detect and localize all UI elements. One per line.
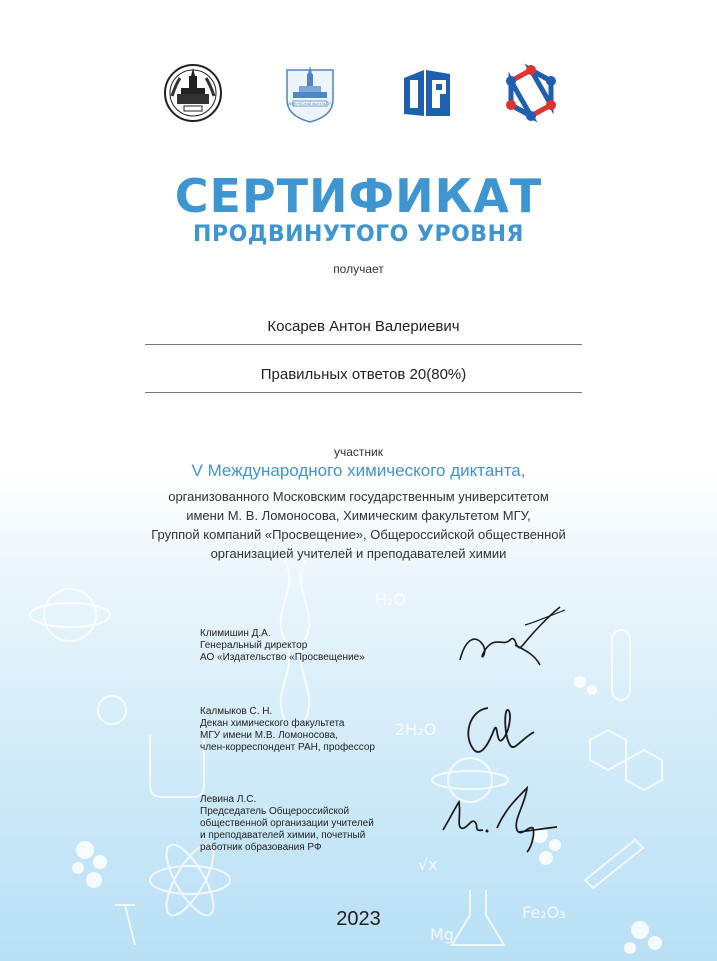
score-field <box>145 366 582 383</box>
signature-klimishin-icon <box>455 605 570 675</box>
signatory-line: АО «Издательство «Просвещение» <box>200 652 365 663</box>
svg-text:Fe₂O₃: Fe₂O₃ <box>522 903 566 922</box>
svg-text:H₂O: H₂O <box>375 590 407 609</box>
score-underline <box>145 392 582 393</box>
certificate-year: 2023 <box>336 908 381 930</box>
signatory-line: Левина Л.С. <box>200 794 257 805</box>
signatory-line: работник образования РФ <box>200 842 322 853</box>
chem-faculty-emblem-icon <box>279 62 341 124</box>
chem-faculty-logo-text: ХИМИЧЕСКИЙ ФАКУЛЬТЕТ <box>288 102 332 106</box>
signatory-line: Декан химического факультета <box>200 718 345 729</box>
recipient-name: Косарев Антон Валериевич <box>267 318 460 335</box>
signatory-line: член-корреспондент РАН, профессор <box>200 742 375 753</box>
organizers-line: организованного Московским государственным университетом <box>168 489 549 504</box>
signatory-line: общественной организации учителей <box>200 818 374 829</box>
organizers-text <box>0 487 717 563</box>
recipient-name-field <box>145 318 582 335</box>
organizers-line: имени М. В. Ломоносова, Химическим факультетом МГУ, <box>186 508 531 523</box>
score-text: Правильных ответов 20(80%) <box>260 366 467 383</box>
organizers-line: Группой компаний «Просвещение», Общероссийской общественной <box>151 527 566 542</box>
name-underline <box>145 344 582 345</box>
svg-text:√x: √x <box>418 855 438 874</box>
signatory-line: Калмыков С. Н. <box>200 706 273 717</box>
signatory-line: Генеральный директор <box>200 640 308 651</box>
certificate-subtitle: ПРОДВИНУТОГО УРОВНЯ <box>193 222 524 247</box>
signatory-kalmykov <box>200 706 375 754</box>
signature-kalmykov-icon <box>460 700 540 760</box>
signatory-line: и преподавателей химии, почетный <box>200 830 366 841</box>
svg-text:2H₂O: 2H₂O <box>395 720 437 739</box>
svg-text:Mg: Mg <box>430 925 454 944</box>
logos-row <box>0 62 717 128</box>
participant-label: участник <box>333 445 383 459</box>
certificate-title: СЕРТИФИКАТ <box>174 169 543 223</box>
receives-label: получает <box>333 262 384 276</box>
signature-levina-icon <box>435 780 560 855</box>
signatory-line: МГУ имени М.В. Ломоносова, <box>200 730 338 741</box>
signatory-levina <box>200 794 374 854</box>
organizers-line: организацией учителей и преподавателей химии <box>210 546 507 561</box>
signatory-line: Председатель Общероссийской <box>200 806 350 817</box>
signatory-klimishin <box>200 628 365 664</box>
event-title: V Международного химического диктанта, <box>191 461 526 480</box>
prosveshchenie-logo-icon <box>396 62 458 124</box>
signatory-line: Климишин Д.А. <box>200 628 271 639</box>
msu-emblem-icon <box>162 62 224 124</box>
molecule-hexagon-logo-icon <box>500 62 562 124</box>
